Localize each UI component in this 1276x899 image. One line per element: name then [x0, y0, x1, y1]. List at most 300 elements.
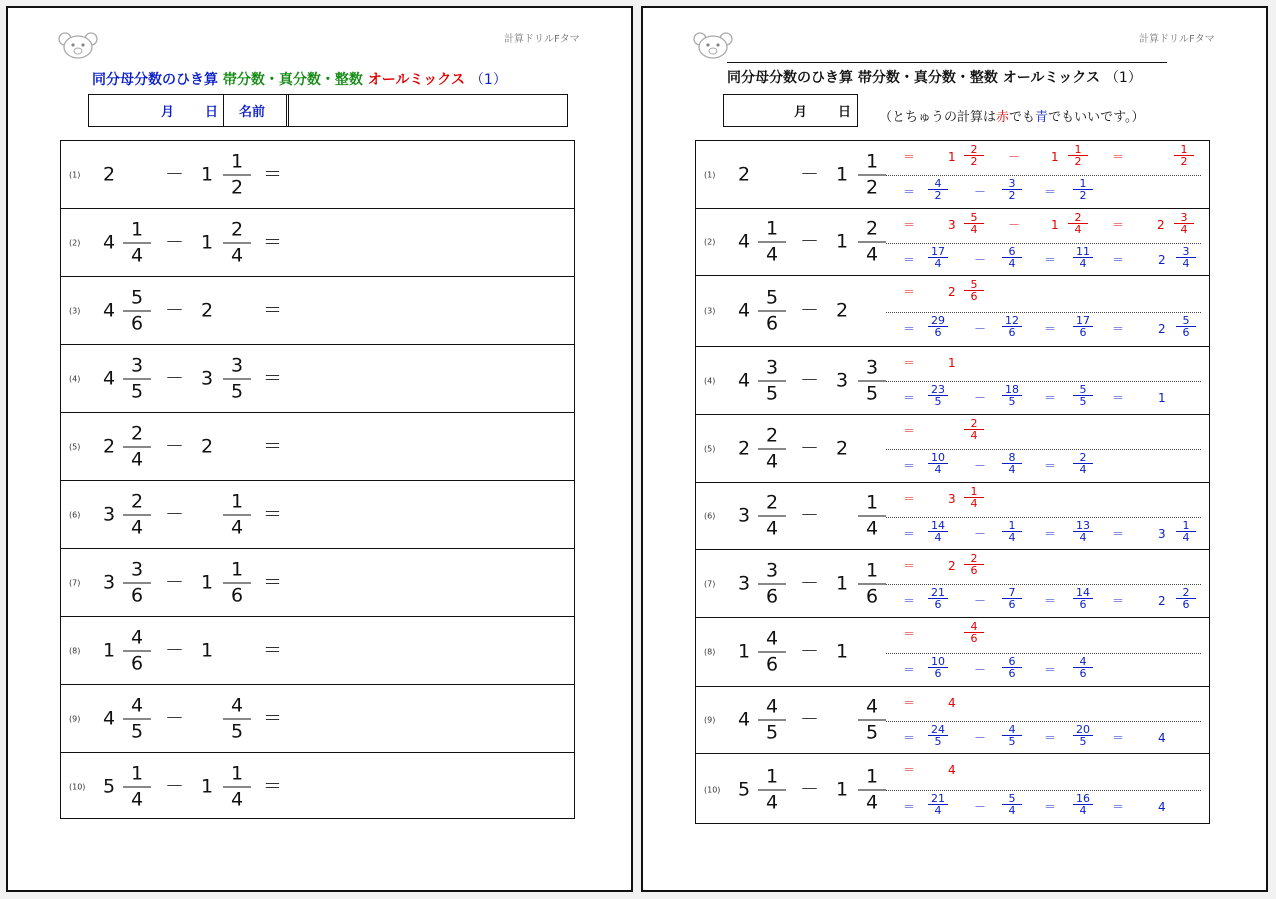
minuend-whole: 2 [103, 435, 116, 457]
red-equals: ＝ [903, 627, 916, 641]
red-equals: ＝ [903, 150, 916, 164]
blue-equals-2: ＝ [1044, 253, 1057, 267]
blue-mixed-whole: 4 [1158, 800, 1166, 814]
blue-equals: ＝ [903, 391, 916, 405]
blue-result [1073, 656, 1093, 679]
blue-term-a [928, 793, 948, 816]
subtrahend-fraction [858, 152, 886, 197]
blue-term-b-numerator: 5 [1008, 792, 1016, 805]
problem-page [6, 6, 633, 892]
answer-row [696, 209, 1209, 276]
subtrahend-fraction [858, 358, 886, 403]
minuend-numerator: 1 [130, 218, 144, 240]
minuend-denominator: 6 [123, 310, 151, 333]
blue-term-a-denominator: 6 [928, 667, 948, 679]
minus-sign: － [800, 230, 820, 253]
blue-term-b [1002, 587, 1022, 610]
blue-result-numerator: 5 [1079, 383, 1087, 396]
problem-number: (10) [704, 785, 721, 794]
blue-equals-3: ＝ [1112, 800, 1125, 814]
blue-term-b-denominator: 4 [1002, 804, 1022, 816]
subtrahend-whole: 1 [836, 778, 849, 800]
subtrahend-numerator: 1 [230, 490, 244, 512]
bear-logo-icon [693, 30, 733, 60]
minuend-numerator: 1 [765, 217, 779, 240]
minuend-whole: 4 [738, 230, 751, 253]
minuend-denominator: 5 [758, 380, 786, 403]
problem-row [61, 617, 574, 685]
blue-result [1073, 246, 1093, 269]
blue-result [1073, 384, 1093, 407]
red-term-a-fraction-numerator: 2 [970, 417, 978, 430]
blue-result-numerator: 20 [1076, 723, 1090, 736]
problem-number: (9) [704, 715, 716, 725]
minuend-fraction [758, 627, 786, 676]
blue-equals-3: ＝ [1112, 731, 1125, 745]
blue-term-b-denominator: 4 [1002, 257, 1022, 269]
problem-number: (4) [704, 376, 716, 385]
minus-sign: － [800, 299, 820, 322]
minuend-denominator: 4 [758, 448, 786, 471]
minuend-denominator: 4 [123, 786, 151, 809]
minus-sign: － [165, 707, 185, 729]
minuend-fraction [758, 491, 786, 540]
minuend-whole: 5 [738, 778, 751, 800]
subtrahend-whole: 1 [201, 571, 214, 593]
work-divider [886, 721, 1201, 722]
minus-sign: － [165, 503, 185, 525]
blue-term-a-denominator: 6 [928, 598, 948, 610]
blue-result-denominator: 6 [1073, 667, 1093, 679]
blue-term-b-numerator: 18 [1005, 383, 1019, 396]
red-term-a-whole: 4 [948, 763, 956, 777]
minuend-numerator: 4 [130, 626, 144, 648]
minuend-denominator: 6 [123, 582, 151, 605]
equals-sign: ＝ [263, 231, 283, 253]
problem-number: (8) [704, 647, 716, 657]
minuend-denominator: 4 [758, 516, 786, 539]
minuend-whole: 4 [103, 707, 116, 729]
blue-term-a-numerator: 10 [931, 451, 945, 464]
subtrahend-fraction [223, 764, 251, 809]
red-minus: － [1008, 218, 1021, 232]
title-number: （1） [469, 72, 507, 88]
answer-row [696, 276, 1209, 347]
blue-mixed-whole: 2 [1158, 253, 1166, 267]
subtrahend-numerator: 1 [230, 762, 244, 784]
red-term-b-fraction [1068, 144, 1088, 167]
name-label: 名前 [239, 105, 266, 120]
blue-term-a [928, 587, 948, 610]
problem-number: (10) [69, 782, 86, 791]
blue-result-numerator: 14 [1076, 586, 1090, 599]
subtrahend-denominator: 5 [858, 380, 886, 403]
work-divider [886, 449, 1201, 450]
minuend-denominator: 6 [758, 652, 786, 675]
blue-result-denominator: 4 [1073, 531, 1093, 543]
subtrahend-fraction [858, 217, 886, 266]
problem-number: (7) [704, 579, 716, 588]
red-result-fraction [1174, 212, 1194, 235]
answer-row [696, 347, 1209, 415]
answer-row [696, 687, 1209, 754]
month-label: 月 [161, 105, 175, 120]
problem-row [61, 685, 574, 753]
red-term-a-fraction-denominator: 2 [964, 155, 984, 167]
problem-sheet [60, 140, 575, 819]
worksheet-title [92, 69, 507, 89]
minuend-whole: 1 [738, 640, 751, 663]
blue-term-b-denominator: 4 [1002, 463, 1022, 475]
minuend-whole: 2 [738, 163, 751, 185]
red-term-a-fraction-numerator: 2 [970, 143, 978, 156]
red-term-a-fraction-numerator: 4 [970, 620, 978, 633]
blue-term-b [1002, 246, 1022, 269]
problem-number: (8) [69, 646, 81, 655]
answer-row [696, 550, 1209, 618]
red-term-a-fraction-denominator: 6 [964, 632, 984, 644]
red-term-b-whole: 1 [1051, 218, 1059, 232]
answer-sheet [695, 140, 1210, 824]
red-term-b-whole: 1 [1051, 150, 1059, 164]
minuend-fraction [123, 696, 151, 741]
minuend-fraction [123, 356, 151, 401]
blue-result-denominator: 2 [1073, 189, 1093, 201]
blue-result [1073, 178, 1093, 201]
blue-equals-2: ＝ [1044, 322, 1057, 336]
red-term-a-fraction-denominator: 4 [964, 429, 984, 441]
blue-term-b-denominator: 5 [1002, 735, 1022, 747]
red-term-a-fraction [964, 418, 984, 441]
subtrahend-whole: 1 [836, 230, 849, 253]
subtrahend-denominator: 5 [223, 718, 251, 741]
red-equals: ＝ [903, 424, 916, 438]
problem-number: (1) [69, 170, 81, 179]
month-label: 月 [794, 105, 808, 120]
blue-result [1073, 793, 1093, 816]
minus-sign: － [165, 571, 185, 593]
blue-mixed-fraction-denominator: 4 [1176, 531, 1196, 543]
blue-minus: － [974, 663, 987, 677]
subtrahend-numerator: 1 [865, 559, 879, 581]
minuend-fraction [123, 492, 151, 537]
blue-mixed-fraction-numerator: 1 [1182, 519, 1190, 532]
title-part3: オールミックス [1002, 70, 1101, 86]
blue-term-a-numerator: 14 [931, 519, 945, 532]
equals-sign: ＝ [263, 503, 283, 525]
minuend-whole: 1 [103, 639, 116, 661]
minus-sign: － [800, 640, 820, 663]
answer-note: （とちゅうの計算は赤でも青でもいいです。） [879, 110, 1145, 125]
subtrahend-fraction [858, 561, 886, 606]
minuend-numerator: 3 [130, 558, 144, 580]
blue-minus: － [974, 731, 987, 745]
red-term-a-fraction-numerator: 5 [970, 278, 978, 291]
red-equals: ＝ [903, 559, 916, 573]
red-term-b-fraction-denominator: 4 [1068, 223, 1088, 235]
equals-sign: ＝ [263, 367, 283, 389]
subtrahend-numerator: 4 [865, 695, 879, 718]
title-part1: 同分母分数のひき算 [727, 70, 853, 86]
minuend-fraction [123, 560, 151, 605]
red-equals: ＝ [903, 356, 916, 370]
blue-minus: － [974, 800, 987, 814]
blue-term-a-numerator: 24 [931, 723, 945, 736]
subtrahend-whole: 2 [836, 299, 849, 322]
blue-mixed-fraction [1176, 520, 1196, 543]
day-label: 日 [205, 105, 219, 120]
blue-term-b-denominator: 6 [1002, 598, 1022, 610]
minuend-whole: 3 [738, 504, 751, 527]
minus-sign: － [800, 778, 820, 800]
blue-equals-2: ＝ [1044, 800, 1057, 814]
minuend-whole: 4 [103, 299, 116, 321]
red-term-a-whole: 2 [948, 559, 956, 573]
blue-equals-2: ＝ [1044, 391, 1057, 405]
minuend-numerator: 2 [765, 491, 779, 514]
minuend-fraction [758, 767, 786, 812]
minus-sign: － [165, 775, 185, 797]
subtrahend-denominator: 4 [858, 242, 886, 265]
blue-minus: － [974, 185, 987, 199]
title-part2: 帯分数・真分数・整数 [222, 72, 363, 88]
blue-term-b-numerator: 4 [1008, 723, 1016, 736]
subtrahend-whole: 1 [201, 163, 214, 185]
blue-term-a [928, 246, 948, 269]
blue-result-numerator: 11 [1076, 245, 1090, 258]
title-number: （1） [1104, 70, 1142, 86]
subtrahend-denominator: 4 [223, 514, 251, 537]
minuend-denominator: 4 [758, 789, 786, 812]
blue-term-b-denominator: 2 [1002, 189, 1022, 201]
problem-row [61, 141, 574, 209]
minuend-denominator: 4 [123, 446, 151, 469]
blue-equals-2: ＝ [1044, 663, 1057, 677]
blue-term-b [1002, 656, 1022, 679]
blue-equals: ＝ [903, 663, 916, 677]
blue-mixed-fraction-numerator: 5 [1182, 314, 1190, 327]
blue-term-a-numerator: 4 [934, 177, 942, 190]
blue-equals: ＝ [903, 594, 916, 608]
blue-term-a [928, 656, 948, 679]
blue-equals: ＝ [903, 800, 916, 814]
blue-equals-3: ＝ [1112, 391, 1125, 405]
problem-number: (3) [69, 306, 81, 315]
minus-sign: － [800, 437, 820, 459]
red-result-fraction-numerator: 3 [1180, 211, 1188, 224]
subtrahend-denominator: 4 [858, 789, 886, 812]
subtrahend-fraction [858, 695, 886, 744]
equals-sign: ＝ [263, 639, 283, 661]
blue-term-b-numerator: 1 [1008, 519, 1016, 532]
subtrahend-whole: 3 [201, 367, 214, 389]
minuend-denominator: 6 [123, 650, 151, 673]
work-divider [886, 653, 1201, 654]
minuend-whole: 4 [103, 367, 116, 389]
blue-term-b-numerator: 8 [1008, 451, 1016, 464]
blue-equals-2: ＝ [1044, 731, 1057, 745]
minuend-fraction [123, 424, 151, 469]
red-equals: ＝ [903, 218, 916, 232]
red-term-a-fraction-numerator: 1 [970, 485, 978, 498]
red-term-a-fraction-denominator: 6 [964, 564, 984, 576]
blue-equals-2: ＝ [1044, 185, 1057, 199]
minuend-whole: 2 [738, 437, 751, 459]
subtrahend-denominator: 5 [223, 378, 251, 401]
blue-mixed-fraction [1176, 246, 1196, 269]
blue-mixed-whole: 2 [1158, 594, 1166, 608]
red-result-whole: 2 [1157, 218, 1165, 232]
blue-mixed-whole: 3 [1158, 527, 1166, 541]
blue-term-a-denominator: 6 [928, 326, 948, 338]
red-equals-2: ＝ [1112, 218, 1125, 232]
minuend-numerator: 5 [130, 286, 144, 308]
blue-minus: － [974, 322, 987, 336]
name-date-box [88, 94, 568, 127]
blue-result-numerator: 1 [1079, 177, 1087, 190]
equals-sign: ＝ [263, 299, 283, 321]
minuend-whole: 5 [103, 775, 116, 797]
red-term-a-fraction [964, 553, 984, 576]
minus-sign: － [800, 708, 820, 731]
subtrahend-whole: 3 [836, 369, 849, 391]
minuend-numerator: 4 [765, 627, 779, 650]
blue-result [1073, 520, 1093, 543]
work-divider [886, 584, 1201, 585]
problem-row [61, 481, 574, 549]
blue-equals-3: ＝ [1112, 253, 1125, 267]
minuend-denominator: 4 [758, 242, 786, 265]
blue-equals-2: ＝ [1044, 459, 1057, 473]
blue-term-a-numerator: 29 [931, 314, 945, 327]
blue-term-b [1002, 178, 1022, 201]
title-part3: オールミックス [367, 72, 466, 88]
red-term-a-whole: 3 [948, 218, 956, 232]
blue-term-a-denominator: 4 [928, 463, 948, 475]
subtrahend-denominator: 4 [223, 786, 251, 809]
subtrahend-numerator: 2 [865, 217, 879, 240]
answer-row [696, 618, 1209, 687]
red-term-a-fraction-denominator: 4 [964, 223, 984, 235]
problem-number: (9) [69, 714, 81, 723]
problem-number: (4) [69, 374, 81, 383]
red-term-a-fraction-numerator: 2 [970, 552, 978, 565]
blue-mixed-fraction-numerator: 2 [1182, 586, 1190, 599]
minuend-whole: 3 [103, 503, 116, 525]
minuend-denominator: 5 [123, 718, 151, 741]
red-result-fraction [1174, 144, 1194, 167]
subtrahend-fraction [223, 152, 251, 197]
subtrahend-whole: 1 [836, 572, 849, 594]
equals-sign: ＝ [263, 163, 283, 185]
blue-term-b-denominator: 6 [1002, 326, 1022, 338]
blue-equals-2: ＝ [1044, 594, 1057, 608]
subtrahend-numerator: 1 [865, 491, 879, 514]
blue-result [1073, 315, 1093, 338]
problem-row [61, 413, 574, 481]
blue-term-a [928, 520, 948, 543]
problem-number: (3) [704, 306, 716, 316]
equals-sign: ＝ [263, 571, 283, 593]
red-term-b-fraction-numerator: 1 [1074, 143, 1082, 156]
minuend-fraction [758, 695, 786, 744]
blue-mixed-whole: 4 [1158, 731, 1166, 745]
problem-number: (1) [704, 170, 716, 179]
blue-result [1073, 724, 1093, 747]
minuend-numerator: 1 [130, 762, 144, 784]
minuend-fraction [758, 286, 786, 335]
minuend-denominator: 6 [758, 583, 786, 606]
red-term-b-fraction [1068, 212, 1088, 235]
red-equals: ＝ [903, 492, 916, 506]
minus-sign: － [800, 163, 820, 185]
minuend-numerator: 3 [765, 559, 779, 581]
problem-row [61, 209, 574, 277]
blue-term-a [928, 452, 948, 475]
blue-term-a-numerator: 21 [931, 586, 945, 599]
title-part1: 同分母分数のひき算 [92, 72, 218, 88]
blue-term-a-denominator: 4 [928, 531, 948, 543]
minuend-whole: 4 [103, 231, 116, 253]
blue-minus: － [974, 391, 987, 405]
minuend-numerator: 4 [765, 695, 779, 718]
red-minus: － [1008, 150, 1021, 164]
blue-term-b-denominator: 5 [1002, 395, 1022, 407]
red-equals: ＝ [903, 696, 916, 710]
red-term-a-fraction-denominator: 6 [964, 290, 984, 302]
subtrahend-whole: 2 [201, 299, 214, 321]
subtrahend-denominator: 4 [223, 242, 251, 265]
problem-row [61, 753, 574, 820]
work-divider [886, 517, 1201, 518]
blue-term-a [928, 315, 948, 338]
equals-sign: ＝ [263, 775, 283, 797]
blue-result-numerator: 17 [1076, 314, 1090, 327]
blue-mixed-whole: 1 [1158, 391, 1166, 405]
brand-label: 計算ドリルFタマ [1139, 34, 1215, 45]
minuend-denominator: 4 [123, 242, 151, 265]
red-term-a-whole: 1 [948, 150, 956, 164]
red-result-fraction-denominator: 4 [1174, 223, 1194, 235]
minuend-fraction [123, 764, 151, 809]
minuend-fraction [123, 288, 151, 333]
subtrahend-whole: 1 [201, 639, 214, 661]
blue-term-a-numerator: 21 [931, 792, 945, 805]
minuend-numerator: 2 [130, 490, 144, 512]
red-result-fraction-denominator: 2 [1174, 155, 1194, 167]
blue-term-b [1002, 724, 1022, 747]
minus-sign: － [165, 367, 185, 389]
minus-sign: － [165, 231, 185, 253]
blue-equals-3: ＝ [1112, 527, 1125, 541]
answer-row [696, 141, 1209, 209]
red-result-fraction-numerator: 1 [1180, 143, 1188, 156]
red-term-b-fraction-numerator: 2 [1074, 211, 1082, 224]
subtrahend-whole: 1 [201, 231, 214, 253]
subtrahend-fraction [223, 560, 251, 605]
minuend-whole: 4 [738, 299, 751, 322]
work-divider [886, 175, 1201, 176]
minuend-fraction [123, 220, 151, 265]
subtrahend-denominator: 4 [858, 516, 886, 539]
minus-sign: － [165, 639, 185, 661]
subtrahend-numerator: 1 [230, 558, 244, 580]
subtrahend-numerator: 3 [230, 354, 244, 376]
answer-row [696, 415, 1209, 483]
minus-sign: － [165, 299, 185, 321]
problem-number: (5) [69, 442, 81, 451]
red-term-a-fraction [964, 212, 984, 235]
